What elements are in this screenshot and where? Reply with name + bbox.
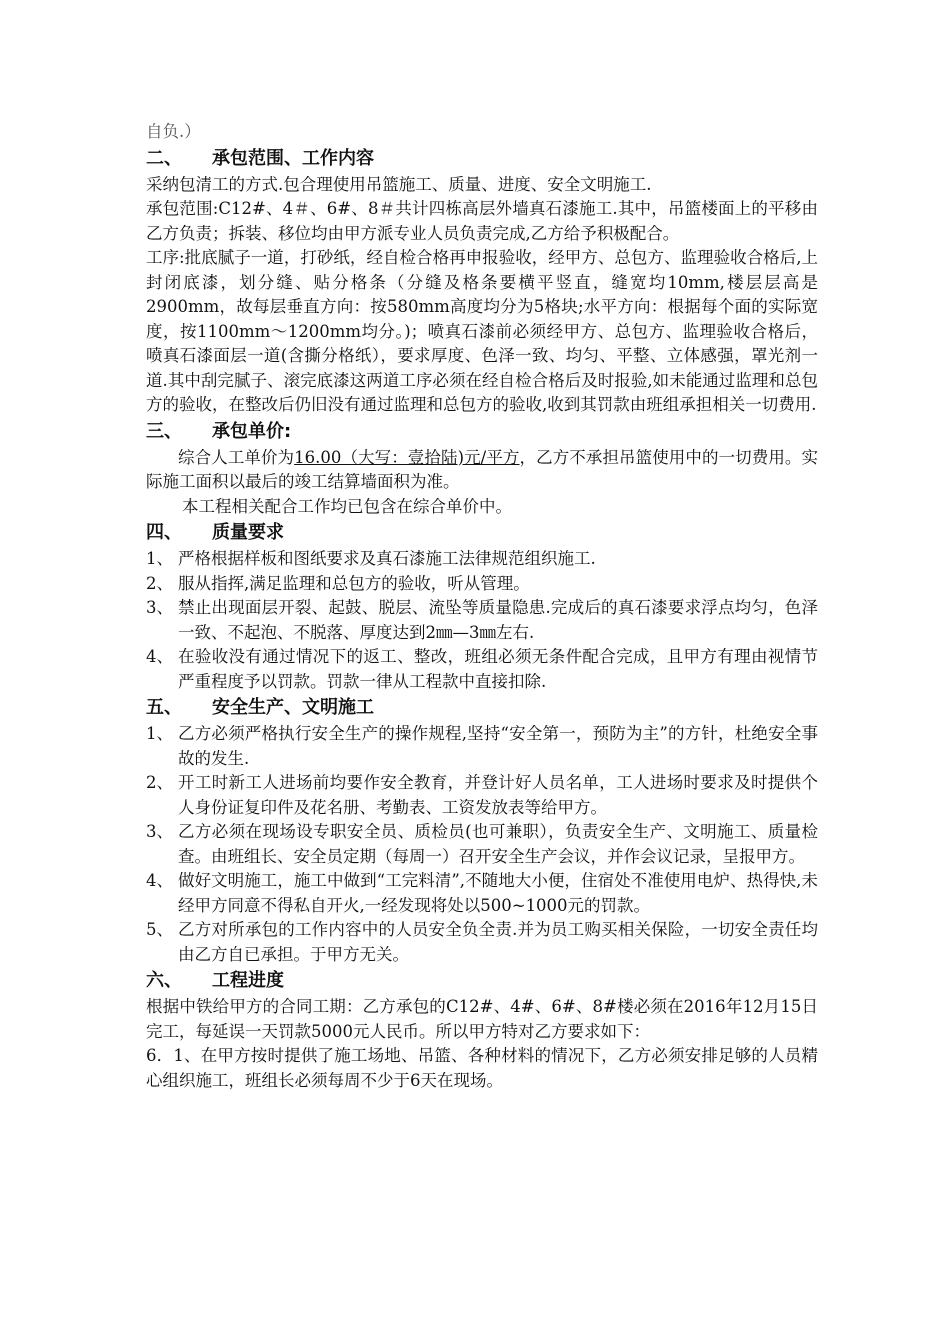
item-text: 严格根据样板和图纸要求及真石漆施工法律规范组织施工. — [178, 549, 596, 568]
item-text: 乙方对所承包的工作内容中的人员安全负全责.并为员工购买相关保险，一切安全责任均由乙方自已承担。于甲方无关。 — [178, 920, 818, 964]
item-text: 做好文明施工，施工中做到“工完料清”,不随地大小便，住宿处不准使用电炉、热得快,未经甲方同意不得私自开火,一经发现将处以500~1000元的罚款。 — [178, 871, 818, 915]
section-3-heading — [146, 419, 818, 445]
item-number: 2、 — [146, 773, 173, 792]
paragraph: 根据中铁给甲方的合同工期：乙方承包的C12#、4#、6#、8#楼必须在2016年12月15日完工，每延误一天罚款5000元人民币。所以甲方特对乙方要求如下： — [146, 997, 818, 1041]
list-item — [146, 572, 818, 597]
unit-price: 16.00（大写：壹拾陆)元/平方 — [294, 447, 520, 467]
list-item — [146, 645, 818, 694]
section-title: 工程进度 — [212, 970, 284, 991]
document-page — [146, 120, 818, 1093]
paragraph — [146, 446, 818, 495]
top-line: 自负.） — [146, 122, 201, 141]
list-item — [146, 869, 818, 918]
section-number: 四、 — [146, 522, 182, 543]
section-4-heading — [146, 520, 818, 546]
section-title: 承包单价: — [212, 420, 292, 442]
item-number: 4、 — [146, 647, 173, 666]
section-number: 二、 — [146, 147, 182, 169]
list-item — [146, 771, 818, 820]
section-title: 承包范围、工作内容 — [212, 147, 374, 169]
item-number: 1、 — [146, 724, 173, 743]
item-text: 服从指挥,满足监理和总包方的验收，听从管理。 — [178, 573, 530, 593]
paragraph: 承包范围:C12#、4＃、6#、8＃共计四栋高层外墙真石漆施工.其中，吊篮楼面上的平移由乙方负责；拆装、移位均由甲方派专业人员负责完成,乙方给予积极配合。 — [146, 199, 818, 243]
section-number: 五、 — [146, 697, 182, 718]
item-number: 4、 — [146, 871, 173, 890]
section-number: 三、 — [146, 420, 182, 442]
paragraph: 采纳包清工的方式.包合理使用吊篮施工、质量、进度、安全文明施工. — [146, 174, 652, 194]
item-number: 3、 — [146, 822, 173, 841]
paragraph: 本工程相关配合工作均已包含在综合单价中。 — [182, 496, 512, 516]
list-item — [146, 918, 818, 967]
list-item — [146, 820, 818, 869]
item-text: 开工时新工人进场前均要作安全教育，并登计好人员名单，工人进场时要求及时提供个人身份证复印件及花名册、考勤表、工资发放表等给甲方。 — [178, 773, 818, 817]
item-text: 在验收没有通过情况下的返工、整改，班组必须无条件配合完成，且甲方有理由视情节严重程度予以罚款。罚款一律从工程款中直接扣除. — [178, 647, 818, 691]
section-2-heading — [146, 146, 818, 172]
section-5-heading — [146, 695, 818, 721]
list-item — [146, 722, 818, 771]
item-number: 1、 — [146, 549, 173, 568]
item-text: 乙方必须严格执行安全生产的操作规程,坚持“安全第一，预防为主”的方针，杜绝安全事故的发生. — [178, 724, 818, 768]
list-item — [146, 596, 818, 645]
list-item — [146, 547, 818, 572]
item-number: 2、 — [146, 573, 173, 593]
section-number: 六、 — [146, 970, 182, 991]
item-number: 5、 — [146, 920, 173, 939]
item-number: 3、 — [146, 598, 173, 617]
paragraph: 工序:批底腻子一道，打砂纸，经自检合格再申报验收，经甲方、总包方、监理验收合格后,上封闭底漆，划分缝、贴分格条（分缝及格条要横平竖直，缝宽均10mm,楼层层高是2900mm，故每层垂直方向：按580mm高度均分为5格块;水平方向：根据每个面的实际宽度，按1100mm～1200mm均分。)；喷真石漆前必须经甲方、总包方、监理验收合格后，喷真石漆面层一道(含撕分格纸），要求厚度、色泽一致、均匀、平整、立体感强，罩光剂一道.其中刮完腻子、滚完底漆这两道工序必须在经自检合格后及时报验,如未能通过监理和总包方的验收，在整改后仍旧没有通过监理和总包方的验收,收到其罚款由班组承担相关一切费用. — [146, 248, 818, 414]
section-title: 安全生产、文明施工 — [212, 697, 374, 718]
text-run: ，乙方不承担吊篮使用中的一切费用。实际施工面积以最后的竣工结算墙面积为准。 — [146, 447, 819, 491]
item-text: 乙方必须在现场设专职安全员、质检员(也可兼职），负责安全生产、文明施工、质量检查。由班组长、安全员定期（每周一）召开安全生产会议，并作会议记录，呈报甲方。 — [178, 822, 818, 866]
paragraph: 6．1、在甲方按时提供了施工场地、吊篮、各种材料的情况下，乙方必须安排足够的人员精心组织施工，班组长必须每周不少于6天在现场。 — [146, 1046, 818, 1090]
section-title: 质量要求 — [212, 522, 284, 543]
item-text: 禁止出现面层开裂、起鼓、脱层、流坠等质量隐患.完成后的真石漆要求浮点均匀，色泽一致、不起泡、不脱落、厚度达到2㎜—3㎜左右. — [178, 598, 818, 642]
section-6-heading — [146, 968, 818, 994]
text-run: 综合人工单价为 — [178, 447, 295, 467]
